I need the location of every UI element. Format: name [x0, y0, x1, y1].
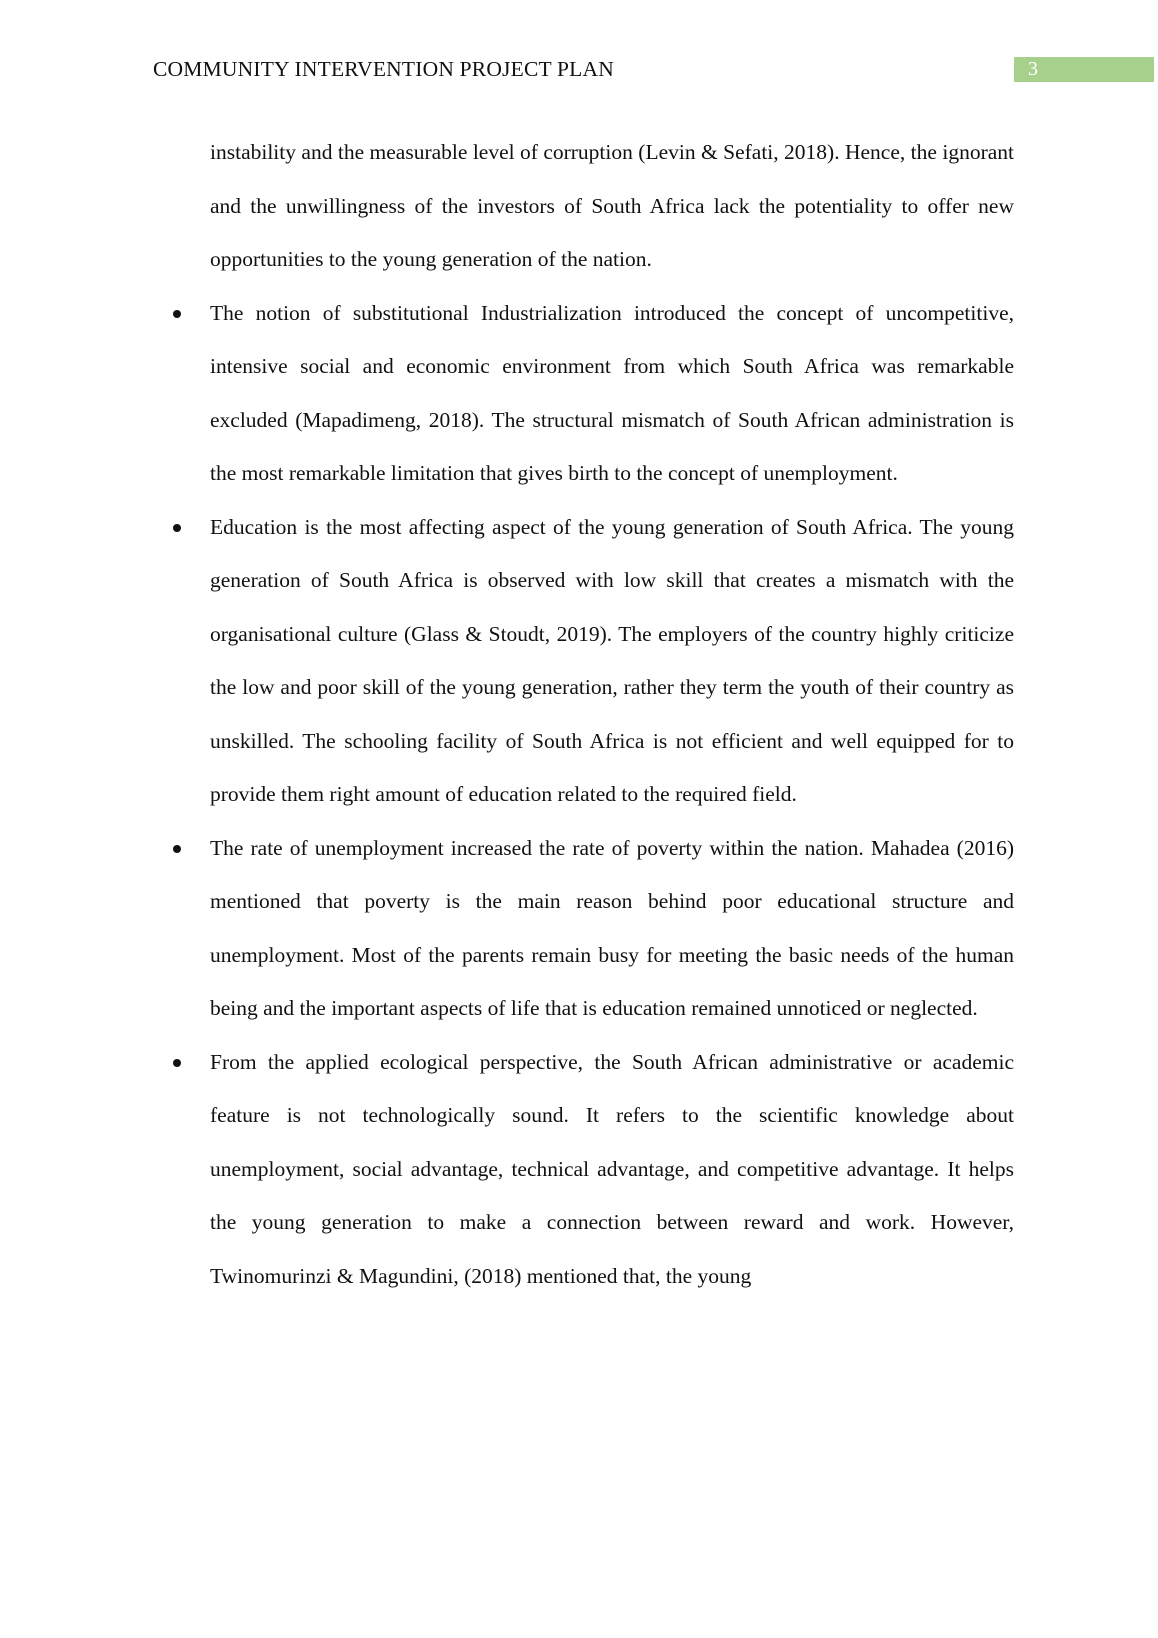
bullet-text: The rate of unemployment increased the rate of poverty within the nation. Mahadea (2016) mentioned that poverty is the main reason behind poor educational structure and unemployment. Most of the parents remain busy for meeting the basic needs of the human being and the important aspects of life that is education remained unnoticed or neglected.: [210, 835, 1014, 1020]
bullet-text: The notion of substitutional Industrialization introduced the concept of uncompetitive, intensive social and economic environment from which South Africa was remarkable excluded (Mapadimeng, 2018). The structural mismatch of South African administration is the most remarkable limitation that gives birth to the concept of unemployment.: [210, 300, 1014, 485]
bullet-item: [210, 822, 1014, 1036]
bullet-icon: [173, 845, 181, 853]
bullet-icon: [173, 310, 181, 318]
bullet-item: [210, 1036, 1014, 1304]
bullet-list: [210, 287, 1014, 1304]
bullet-item: [210, 287, 1014, 501]
running-head: COMMUNITY INTERVENTION PROJECT PLAN: [153, 57, 614, 81]
bullet-text: From the applied ecological perspective, the South African administrative or academic feature is not technologically sound. It refers to the scientific knowledge about unemployment, social advantage, technical advantage, and competitive advantage. It helps the young generation to make a connection between reward and work. However, Twinomurinzi & Magundini, (2018) mentioned that, the young: [210, 1049, 1014, 1288]
bullet-icon: [173, 524, 181, 532]
page-number: 3: [1014, 57, 1154, 82]
document-body: [210, 126, 1014, 1303]
bullet-icon: [173, 1059, 181, 1067]
bullet-item: [210, 501, 1014, 822]
bullet-text: Education is the most affecting aspect of the young generation of South Africa. The young generation of South Africa is observed with low skill that creates a mismatch with the organisational culture (Glass & Stoudt, 2019). The employers of the country highly criticize the low and poor skill of the young generation, rather they term the youth of their country as unskilled. The schooling facility of South Africa is not efficient and well equipped for to provide them right amount of education related to the required field.: [210, 514, 1014, 806]
continuation-paragraph: instability and the measurable level of corruption (Levin & Sefati, 2018). Hence, the ignorant and the unwillingness of the investors of South Africa lack the potentiality to offer new opportunities to the young generation of the nation.: [210, 140, 1014, 271]
